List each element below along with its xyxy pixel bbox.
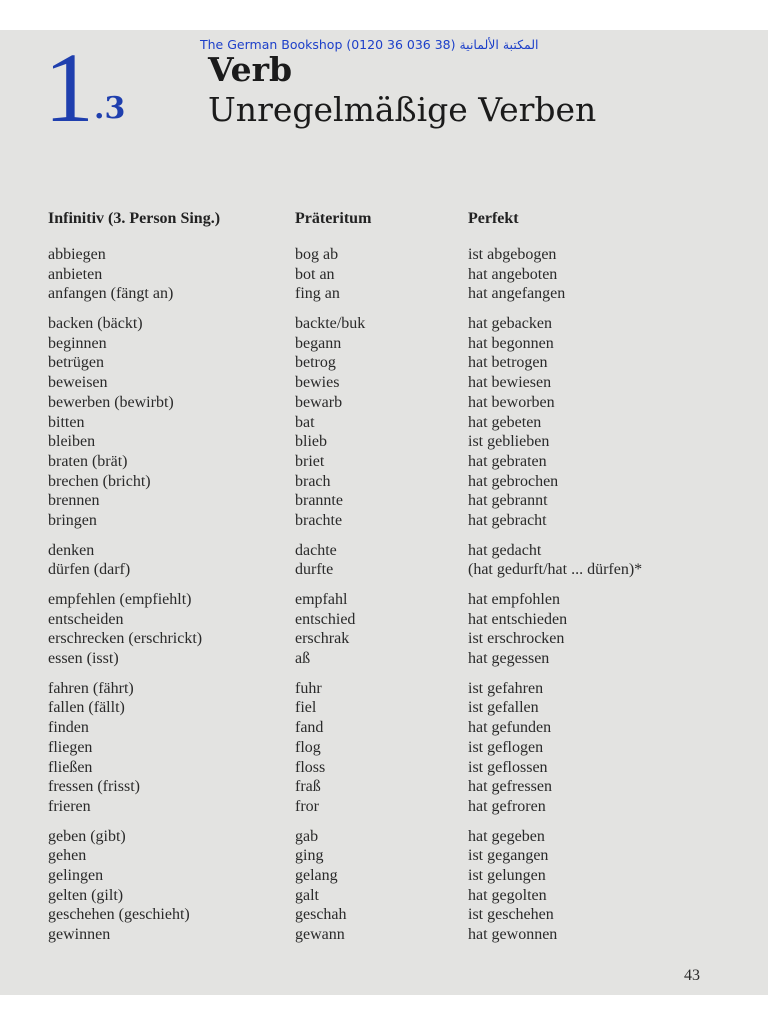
perfekt-cell: ist gegangen xyxy=(468,847,549,865)
praeteritum-cell: blieb xyxy=(295,433,327,451)
perfekt-cell: ist geblieben xyxy=(468,433,550,451)
perfekt-cell: hat gebacken xyxy=(468,315,552,333)
infinitiv-cell: erschrecken (erschrickt) xyxy=(48,630,203,648)
perfekt-cell: ist gelungen xyxy=(468,866,546,884)
perfekt-cell: hat empfohlen xyxy=(468,591,560,608)
infinitiv-cell: bleiben xyxy=(48,433,96,451)
praeteritum-cell: bat xyxy=(295,413,315,431)
infinitiv-cell: backen (bäckt) xyxy=(48,315,143,333)
table-row xyxy=(48,590,728,610)
praeteritum-cell: brach xyxy=(295,472,331,490)
perfekt-cell: hat gebracht xyxy=(468,511,547,529)
table-header xyxy=(48,207,728,231)
praeteritum-cell: empfahl xyxy=(295,591,348,608)
praeteritum-cell: durfte xyxy=(295,561,334,579)
infinitiv-cell: gelten (gilt) xyxy=(48,886,124,904)
perfekt-cell: hat angefangen xyxy=(468,285,566,303)
infinitiv-cell: gewinnen xyxy=(48,926,111,943)
praeteritum-cell: entschied xyxy=(295,610,356,628)
table-row xyxy=(48,758,728,778)
table-row xyxy=(48,511,728,531)
table-row xyxy=(48,334,728,354)
infinitiv-cell: anbieten xyxy=(48,265,103,283)
table-row xyxy=(48,629,728,649)
praeteritum-cell: briet xyxy=(295,452,325,470)
table-row xyxy=(48,432,728,452)
infinitiv-cell: beginnen xyxy=(48,334,107,352)
verb-group xyxy=(48,827,728,945)
perfekt-cell: hat gegeben xyxy=(468,827,545,845)
perfekt-cell: ist erschrocken xyxy=(468,630,565,648)
table-row xyxy=(48,866,728,886)
praeteritum-cell: flog xyxy=(295,738,321,756)
verb-group xyxy=(48,679,728,817)
praeteritum-cell: floss xyxy=(295,758,326,776)
perfekt-cell: hat angeboten xyxy=(468,265,558,283)
verb-group xyxy=(48,541,728,580)
infinitiv-cell: abbiegen xyxy=(48,246,106,263)
praeteritum-cell: bewies xyxy=(295,374,340,392)
perfekt-cell: hat gegessen xyxy=(468,650,550,668)
table-row xyxy=(48,472,728,492)
praeteritum-cell: gewann xyxy=(295,926,345,943)
table-row xyxy=(48,541,728,561)
infinitiv-cell: geben (gibt) xyxy=(48,827,126,845)
table-row xyxy=(48,413,728,433)
praeteritum-cell: fuhr xyxy=(295,679,322,697)
infinitiv-cell: bitten xyxy=(48,413,85,431)
table-row xyxy=(48,314,728,334)
perfekt-cell: ist geflossen xyxy=(468,758,548,776)
infinitiv-cell: braten (brät) xyxy=(48,452,128,470)
perfekt-cell: hat gefunden xyxy=(468,719,552,737)
table-row xyxy=(48,284,728,304)
page-title: Verb xyxy=(208,50,293,89)
infinitiv-cell: essen (isst) xyxy=(48,650,119,668)
infinitiv-cell: bewerben (bewirbt) xyxy=(48,393,174,411)
infinitiv-cell: geschehen (geschieht) xyxy=(48,906,190,924)
table-row xyxy=(48,797,728,817)
page-number: 43 xyxy=(684,967,700,984)
table-row xyxy=(48,265,728,285)
table-row xyxy=(48,925,728,945)
perfekt-cell: hat gefressen xyxy=(468,778,552,796)
table-row xyxy=(48,393,728,413)
perfekt-cell: (hat gedurft/hat ... dürfen)* xyxy=(468,561,643,579)
table-row xyxy=(48,610,728,630)
praeteritum-cell: erschrak xyxy=(295,630,350,648)
verb-group xyxy=(48,590,728,669)
infinitiv-cell: finden xyxy=(48,719,89,737)
infinitiv-cell: dürfen (darf) xyxy=(48,561,131,579)
praeteritum-cell: dachte xyxy=(295,541,337,559)
table-row xyxy=(48,245,728,265)
praeteritum-cell: begann xyxy=(295,334,342,352)
praeteritum-cell: fraß xyxy=(295,778,321,796)
table-row xyxy=(48,353,728,373)
praeteritum-cell: bog ab xyxy=(295,246,339,263)
praeteritum-cell: fror xyxy=(295,797,319,815)
chapter-number: 1 xyxy=(44,32,94,143)
table-row xyxy=(48,698,728,718)
praeteritum-cell: fiel xyxy=(295,699,317,717)
verb-groups xyxy=(48,245,728,945)
table-row xyxy=(48,491,728,511)
praeteritum-cell: brachte xyxy=(295,511,343,529)
infinitiv-cell: entscheiden xyxy=(48,610,124,628)
table-row xyxy=(48,452,728,472)
praeteritum-cell: betrog xyxy=(295,354,336,372)
perfekt-cell: ist geflogen xyxy=(468,738,544,756)
perfekt-cell: hat gedacht xyxy=(468,541,542,559)
infinitiv-cell: fallen (fällt) xyxy=(48,699,125,717)
infinitiv-cell: anfangen (fängt an) xyxy=(48,285,174,303)
table-row xyxy=(48,373,728,393)
table-row xyxy=(48,718,728,738)
praeteritum-cell: galt xyxy=(295,886,319,904)
perfekt-cell: hat gebraten xyxy=(468,452,547,470)
chapter-subnumber: .3 xyxy=(94,91,126,126)
table-row xyxy=(48,679,728,699)
perfekt-cell: ist abgebogen xyxy=(468,246,557,263)
table-row xyxy=(48,777,728,797)
praeteritum-cell: brannte xyxy=(295,492,343,510)
perfekt-cell: hat betrogen xyxy=(468,354,548,372)
infinitiv-cell: frieren xyxy=(48,797,91,815)
praeteritum-cell: gelang xyxy=(295,866,338,884)
header-perfekt: Perfekt xyxy=(468,210,519,227)
praeteritum-cell: bewarb xyxy=(295,393,343,411)
verb-table xyxy=(48,207,728,955)
perfekt-cell: hat bewiesen xyxy=(468,374,552,392)
header-infinitiv: Infinitiv (3. Person Sing.) xyxy=(48,210,221,227)
infinitiv-cell: gelingen xyxy=(48,866,104,884)
verb-group xyxy=(48,314,728,531)
perfekt-cell: ist geschehen xyxy=(468,906,554,924)
perfekt-cell: hat gefroren xyxy=(468,797,546,815)
infinitiv-cell: fließen xyxy=(48,758,93,776)
verb-group xyxy=(48,245,728,304)
perfekt-cell: hat beworben xyxy=(468,393,555,411)
praeteritum-cell: aß xyxy=(295,650,311,668)
infinitiv-cell: betrügen xyxy=(48,354,104,372)
perfekt-cell: hat gegolten xyxy=(468,886,547,904)
perfekt-cell: hat entschieden xyxy=(468,610,568,628)
page-subtitle: Unregelmäßige Verben xyxy=(208,90,597,129)
table-row xyxy=(48,827,728,847)
table-row xyxy=(48,846,728,866)
perfekt-cell: hat gebeten xyxy=(468,413,542,431)
perfekt-cell: hat gebrannt xyxy=(468,492,548,510)
infinitiv-cell: empfehlen (empfiehlt) xyxy=(48,591,192,608)
table-row xyxy=(48,886,728,906)
header-praeteritum: Präteritum xyxy=(295,210,372,227)
table-row xyxy=(48,905,728,925)
infinitiv-cell: beweisen xyxy=(48,374,108,392)
infinitiv-cell: brechen (bricht) xyxy=(48,472,151,490)
infinitiv-cell: brennen xyxy=(48,492,100,510)
infinitiv-cell: fahren (fährt) xyxy=(48,679,134,697)
table-row xyxy=(48,560,728,580)
book-page xyxy=(0,30,768,995)
perfekt-cell: ist gefallen xyxy=(468,699,539,717)
praeteritum-cell: fand xyxy=(295,719,324,737)
praeteritum-cell: ging xyxy=(295,847,324,865)
praeteritum-cell: backte/buk xyxy=(295,315,366,333)
perfekt-cell: hat begonnen xyxy=(468,334,554,352)
infinitiv-cell: fressen (frisst) xyxy=(48,778,140,796)
watermark: The German Bookshop (0120 36 036 38) المكتبة الألمانية xyxy=(200,37,539,52)
praeteritum-cell: geschah xyxy=(295,906,347,924)
infinitiv-cell: bringen xyxy=(48,511,97,529)
praeteritum-cell: fing an xyxy=(295,285,340,303)
table-row xyxy=(48,649,728,669)
perfekt-cell: hat gebrochen xyxy=(468,472,559,490)
table-row xyxy=(48,738,728,758)
perfekt-cell: hat gewonnen xyxy=(468,926,558,943)
perfekt-cell: ist gefahren xyxy=(468,679,544,697)
praeteritum-cell: gab xyxy=(295,827,319,845)
praeteritum-cell: bot an xyxy=(295,265,335,283)
infinitiv-cell: denken xyxy=(48,541,95,559)
infinitiv-cell: gehen xyxy=(48,847,87,865)
infinitiv-cell: fliegen xyxy=(48,738,93,756)
